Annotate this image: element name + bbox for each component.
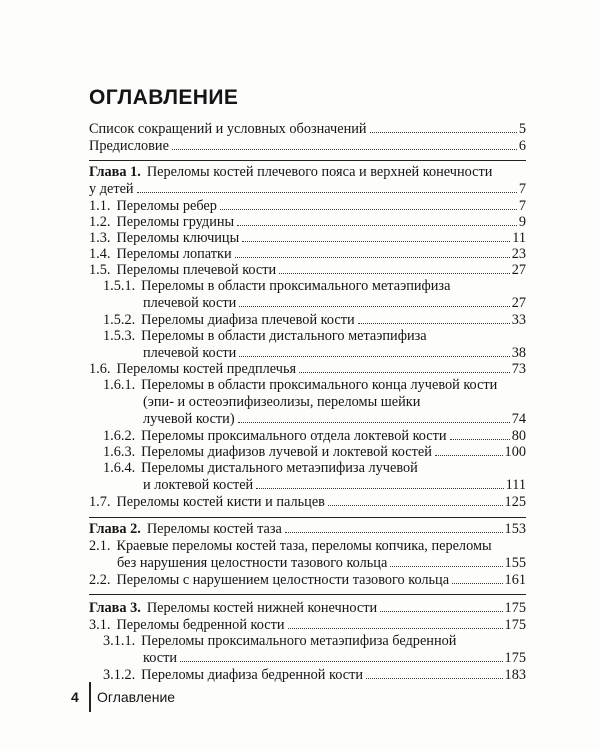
dot-leader (288, 628, 503, 629)
toc-entry[interactable]: 1.5.1. Переломы в области проксимального метаэпифиза (103, 278, 451, 294)
dot-leader (366, 678, 503, 679)
toc-entry[interactable]: 3.1. Переломы бедренной кости 175 (89, 617, 526, 633)
toc-entry[interactable]: 1.5.3. Переломы в области дистального метаэпифиза (103, 328, 427, 344)
dot-leader (435, 455, 503, 456)
dot-leader (235, 257, 510, 258)
dot-leader (256, 488, 503, 489)
toc-entry-cont[interactable]: плечевой кости 27 (143, 295, 526, 311)
toc-entry[interactable]: 1.5. Переломы плечевой кости 27 (89, 262, 526, 278)
section-divider (89, 594, 526, 595)
dot-leader (220, 209, 517, 210)
dot-leader (238, 422, 510, 423)
toc-entry[interactable]: 1.6.4. Переломы дистального метаэпифиза лучевой (103, 460, 418, 476)
dot-leader (328, 505, 503, 506)
toc-entry[interactable]: 1.1. Переломы ребер 7 (89, 198, 526, 214)
dot-leader (358, 323, 510, 324)
footer-divider (89, 682, 91, 712)
chapter-1-heading[interactable]: Глава 1. Переломы костей плечевого пояса и верхней конечности (89, 164, 493, 180)
dot-leader (180, 661, 503, 662)
chapter-3-heading[interactable]: Глава 3. Переломы костей нижней конечности 175 (89, 600, 526, 616)
toc-entry[interactable]: 1.7. Переломы костей кисти и пальцев 125 (89, 494, 526, 510)
dot-leader (237, 225, 517, 226)
toc-entry-cont[interactable]: кости 175 (143, 650, 526, 666)
toc-entry[interactable]: 2.2. Переломы с нарушением целостности тазового кольца 161 (89, 572, 526, 588)
page-number: 4 (71, 689, 79, 705)
toc-entry[interactable]: 1.6.3. Переломы диафизов лучевой и локтевой костей 100 (103, 444, 526, 460)
toc-entry[interactable]: 1.5.2. Переломы диафиза плечевой кости 33 (103, 312, 526, 328)
toc-entry-preface[interactable]: Предисловие 6 (89, 138, 526, 154)
dot-leader (242, 241, 510, 242)
toc-entry[interactable]: 1.4. Переломы лопатки 23 (89, 246, 526, 262)
section-divider (89, 160, 526, 161)
toc-entry[interactable]: 2.1. Краевые переломы костей таза, переломы копчика, переломы (89, 538, 492, 554)
dot-leader (172, 149, 517, 150)
running-footer: Оглавление (97, 689, 176, 705)
dot-leader (370, 132, 517, 133)
toc-entry-cont[interactable]: (эпи- и остеоэпифизеолизы, переломы шейки (143, 394, 421, 410)
toc-entry[interactable]: 3.1.1. Переломы проксимального метаэпифиза бедренной (103, 633, 457, 649)
section-divider (89, 517, 526, 518)
chapter-2-heading[interactable]: Глава 2. Переломы костей таза 153 (89, 521, 526, 537)
toc-entry[interactable]: 1.6.1. Переломы в области проксимального конца лучевой кости (103, 377, 498, 393)
dot-leader (137, 192, 517, 193)
toc-entry-abbreviations[interactable]: Список сокращений и условных обозначений 5 (89, 121, 526, 137)
toc-entry[interactable]: 1.6. Переломы костей предплечья 73 (89, 361, 526, 377)
dot-leader (299, 372, 510, 373)
dot-leader (452, 583, 502, 584)
dot-leader (285, 532, 503, 533)
dot-leader (239, 356, 509, 357)
dot-leader (239, 306, 509, 307)
toc-entry[interactable]: 1.2. Переломы грудины 9 (89, 214, 526, 230)
dot-leader (380, 611, 502, 612)
toc-entry[interactable]: 1.3. Переломы ключицы 11 (89, 230, 526, 246)
page-title: ОГЛАВЛЕНИЕ (89, 86, 239, 109)
toc-entry[interactable]: 1.6.2. Переломы проксимального отдела локтевой кости 80 (103, 428, 526, 444)
dot-leader (279, 273, 510, 274)
dot-leader (450, 439, 510, 440)
toc-entry-cont[interactable]: и локтевой костей 111 (143, 477, 526, 493)
chapter-1-heading-cont[interactable]: у детей 7 (89, 181, 526, 197)
toc-entry-cont[interactable]: без нарушения целостности тазового кольца 155 (117, 555, 526, 571)
dot-leader (390, 566, 502, 567)
toc-entry[interactable]: 3.1.2. Переломы диафиза бедренной кости 183 (103, 667, 526, 683)
toc-entry-cont[interactable]: лучевой кости) 74 (143, 411, 526, 427)
toc-entry-cont[interactable]: плечевой кости 38 (143, 345, 526, 361)
